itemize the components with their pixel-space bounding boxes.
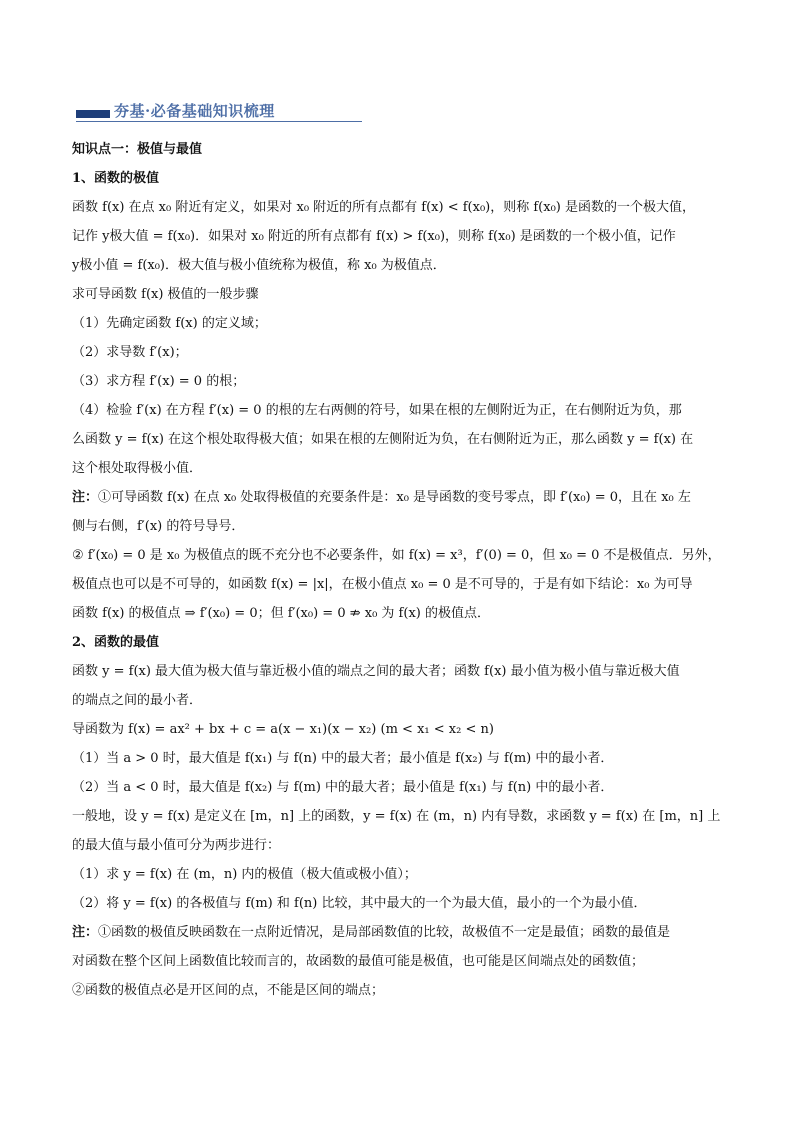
- text-line-n3b: 对函数在整个区间上函数值比较而言的，故函数的最值可能是极值，也可能是区间端点处的函数值；: [72, 954, 645, 969]
- text-line-topic1: 知识点一：极值与最值: [72, 142, 203, 157]
- note-label: 注：: [72, 925, 99, 940]
- text-line-n1b: 侧与右侧，f′(x) 的符号导号．: [72, 519, 245, 534]
- document-body: [72, 135, 722, 1005]
- text-line-m5a: 一般地，设 y = f(x) 是定义在 [m，n] 上的函数，y = f(x) 在 (m，n) 内有导数，求函数 y = f(x) 在 [m，n] 上: [72, 809, 721, 824]
- text-line-m3: （1）当 a > 0 时，最大值是 f(x₁) 与 f(n) 中的最大者；最小值是 f(x₂) 与 f(m) 中的最小者．: [72, 751, 614, 766]
- header-underline: [76, 121, 362, 122]
- text-line-sec1: 1、函数的极值: [72, 171, 160, 186]
- text-line-s1: （1）先确定函数 f(x) 的定义域；: [72, 316, 267, 331]
- text-line-sec2: 2、函数的最值: [72, 635, 160, 650]
- text-line-s3: （3）求方程 f′(x) = 0 的根；: [72, 374, 246, 389]
- text-line-m1b: 的端点之间的最小者．: [72, 693, 203, 708]
- text-line-m6: （1）求 y = f(x) 在 (m，n) 内的极值（极大值或极小值）；: [72, 867, 417, 882]
- text-line-m7: （2）将 y = f(x) 的各极值与 f(m) 和 f(n) 比较，其中最大的一个为最大值，最小的一个为最小值．: [72, 896, 647, 911]
- text-line-n2b: 极值点也可以是不可导的，如函数 f(x) = |x|，在极小值点 x₀ = 0 是不可导的，于是有如下结论：x₀ 为可导: [72, 577, 693, 592]
- text-line-p1a: 函数 f(x) 在点 x₀ 附近有定义，如果对 x₀ 附近的所有点都有 f(x) < f(x₀)，则称 f(x₀) 是函数的一个极大值，: [72, 200, 696, 215]
- text-line-p1b: 记作 y极大值 = f(x₀)．如果对 x₀ 附近的所有点都有 f(x) > f(x₀)，则称 f(x₀) 是函数的一个极小值，记作: [72, 229, 676, 244]
- text-line-n3a: 注：①函数的极值反映函数在一点附近情况，是局部函数值的比较，故极值不一定是最值；函数的最值是: [72, 925, 671, 940]
- text-line-m2: 导函数为 f(x) = ax² + bx + c = a(x − x₁)(x − x₂) (m < x₁ < x₂ < n): [72, 722, 494, 737]
- text-line-s2: （2）求导数 f′(x)；: [72, 345, 188, 360]
- note-label: 注：: [72, 490, 99, 505]
- text-line-n3c: ②函数的极值点必是开区间的点，不能是区间的端点；: [72, 983, 385, 998]
- text-line-m1a: 函数 y = f(x) 最大值为极大值与靠近极小值的端点之间的最大者；函数 f(x) 最小值为极小值与靠近极大值: [72, 664, 680, 679]
- text-line-s4c: 这个根处取得极小值．: [72, 461, 203, 476]
- header-title: 夯基·必备基础知识梳理: [114, 102, 275, 120]
- header-accent-bar: [76, 110, 110, 118]
- text-line-p1c: y极小值 = f(x₀)．极大值与极小值统称为极值，称 x₀ 为极值点．: [72, 258, 446, 273]
- text-line-m4: （2）当 a < 0 时，最大值是 f(x₂) 与 f(m) 中的最大者；最小值是 f(x₁) 与 f(n) 中的最小者．: [72, 780, 614, 795]
- text-line-p2: 求可导函数 f(x) 极值的一般步骤: [72, 287, 259, 302]
- text-line-m5b: 的最大值与最小值可分为两步进行：: [72, 838, 281, 853]
- text-line-n2a: ② f′(x₀) = 0 是 x₀ 为极值点的既不充分也不必要条件，如 f(x) = x³，f′(0) = 0，但 x₀ = 0 不是极值点．另外，: [72, 548, 721, 563]
- text-line-n1a: 注：①可导函数 f(x) 在点 x₀ 处取得极值的充要条件是：x₀ 是导函数的变号零点，即 f′(x₀) = 0，且在 x₀ 左: [72, 490, 691, 505]
- section-header: [76, 100, 362, 124]
- text-line-s4b: 么函数 y = f(x) 在这个根处取得极大值；如果在根的左侧附近为负，在右侧附近为正，那么函数 y = f(x) 在: [72, 432, 694, 447]
- text-line-n2c: 函数 f(x) 的极值点 ⇒ f′(x₀) = 0；但 f′(x₀) = 0 ⇏ x₀ 为 f(x) 的极值点．: [72, 606, 490, 621]
- text-line-s4a: （4）检验 f′(x) 在方程 f′(x) = 0 的根的左右两侧的符号，如果在根的左侧附近为正，在右侧附近为负，那: [72, 403, 682, 418]
